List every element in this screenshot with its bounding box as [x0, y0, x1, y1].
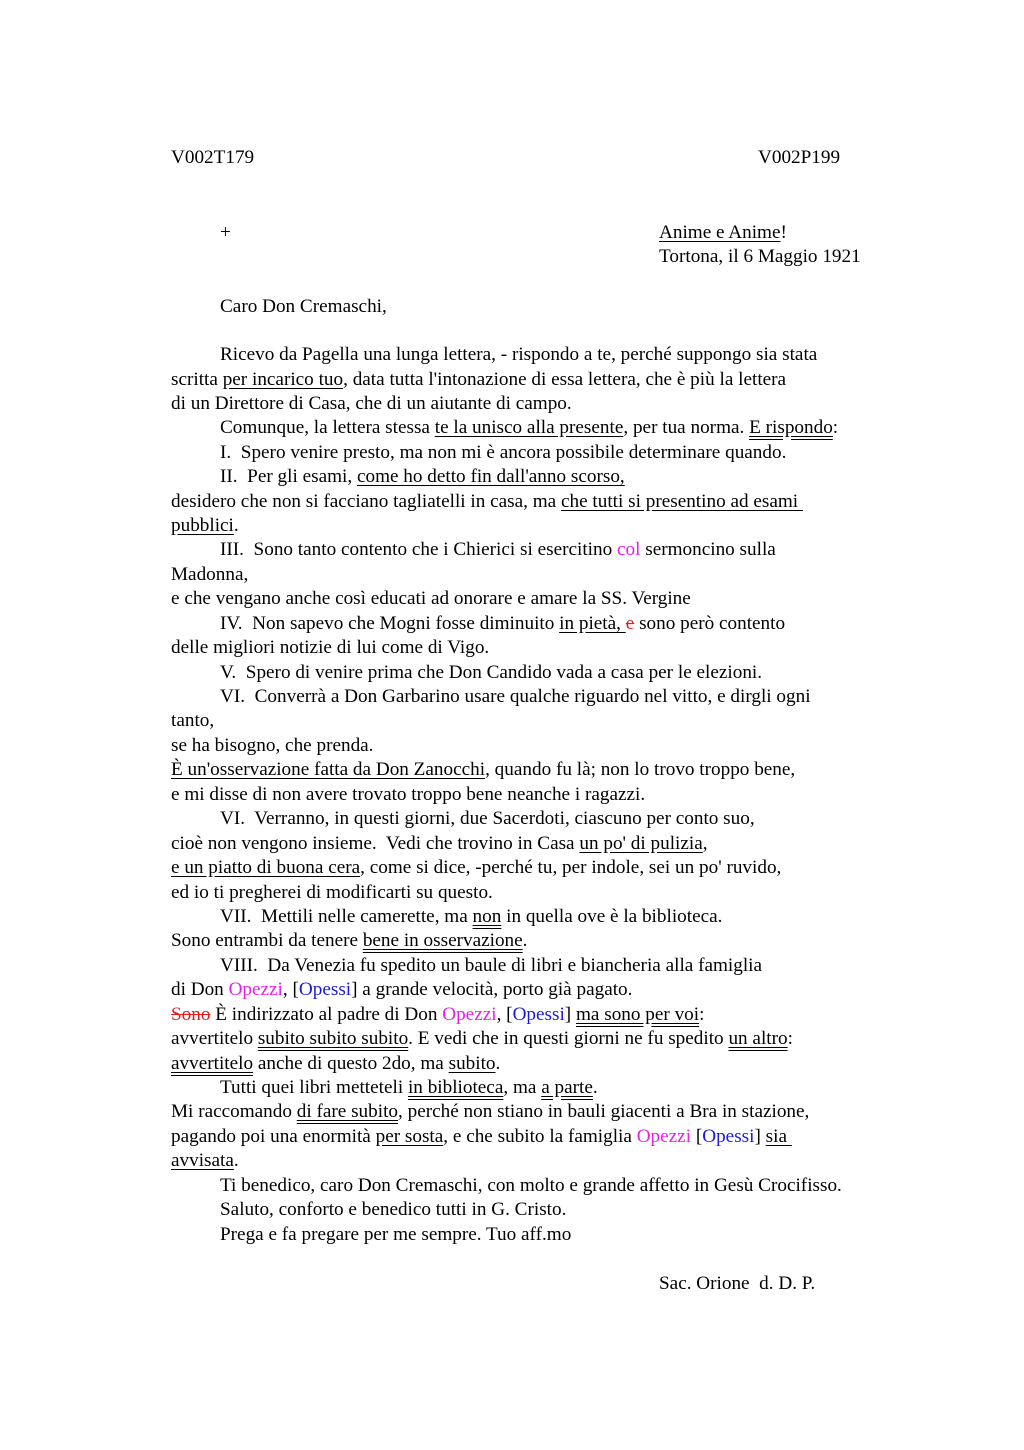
- body-line: pagando poi una enormità per sosta, e che subito la famiglia Opezzi [Opessi] sia: [171, 1126, 792, 1147]
- salutation: Caro Don Cremaschi,: [220, 296, 387, 317]
- body-line: avvertitelo subito subito subito. E vedi che in questi giorni ne fu spedito un altro:: [171, 1028, 793, 1049]
- body-line: Madonna,: [171, 564, 249, 585]
- body-line: IV. Non sapevo che Mogni fosse diminuito in pietà, e sono però contento: [220, 613, 786, 634]
- body-line: Tutti quei libri metteteli in biblioteca, ma a parte.: [220, 1077, 598, 1098]
- body-line: pubblici.: [171, 515, 239, 536]
- body-line: e mi disse di non avere trovato troppo bene neanche i ragazzi.: [171, 784, 646, 805]
- body-line: desidero che non si facciano tagliatelli in casa, ma che tutti si presentino ad esami: [171, 491, 803, 512]
- body-line: avvisata.: [171, 1150, 239, 1171]
- body-line: Mi raccomando di fare subito, perché non stiano in bauli giacenti a Bra in stazione,: [171, 1101, 810, 1122]
- body-line: VII. Mettili nelle camerette, ma non in quella ove è la biblioteca.: [220, 906, 723, 927]
- body-line: È un'osservazione fatta da Don Zanocchi, quando fu là; non lo trovo troppo bene,: [171, 759, 796, 780]
- motto: [659, 221, 787, 245]
- body-line: ed io ti pregherei di modificarti su questo.: [171, 882, 493, 903]
- signature: Sac. Orione d. D. P.: [659, 1273, 816, 1294]
- body-line: di un Direttore di Casa, che di un aiutante di campo.: [171, 393, 572, 414]
- body-line: di Don Opezzi, [Opessi] a grande velocità, porto già pagato.: [171, 979, 633, 1000]
- body-line: scritta per incarico tuo, data tutta l'intonazione di essa lettera, che è più la lettera: [171, 369, 787, 390]
- cross-mark: +: [220, 222, 231, 243]
- body-line: Ricevo da Pagella una lunga lettera, - rispondo a te, perché suppongo sia stata: [220, 344, 818, 365]
- body-line: Ti benedico, caro Don Cremaschi, con molto e grande affetto in Gesù Crocifisso.: [220, 1175, 842, 1196]
- body-line: VIII. Da Venezia fu spedito un baule di libri e biancheria alla famiglia: [220, 955, 763, 976]
- body-line: delle migliori notizie di lui come di Vigo.: [171, 637, 490, 658]
- body-line: e un piatto di buona cera, come si dice, -perché tu, per indole, sei un po' ruvido,: [171, 857, 782, 878]
- motto-underlined: Anime e Anime: [659, 222, 781, 243]
- motto-end: !: [780, 222, 787, 243]
- body-line: Sono entrambi da tenere bene in osservazione.: [171, 930, 528, 951]
- body-line: Comunque, la lettera stessa te la unisco alla presente, per tua norma. E rispondo:: [220, 417, 839, 438]
- body-line: I. Spero venire presto, ma non mi è ancora possibile determinare quando.: [220, 442, 787, 463]
- body-line: avvertitelo anche di questo 2do, ma subito.: [171, 1053, 501, 1074]
- header-left-code: V002T179: [171, 147, 255, 168]
- body-line: Prega e fa pregare per me sempre. Tuo aff.mo: [220, 1224, 572, 1245]
- header-right-code: V002P199: [758, 147, 841, 168]
- body-line: VI. Converrà a Don Garbarino usare qualche riguardo nel vitto, e dirgli ogni: [220, 686, 811, 707]
- body-line: e che vengano anche così educati ad onorare e amare la SS. Vergine: [171, 588, 691, 609]
- body-line: II. Per gli esami, come ho detto fin dall'anno scorso,: [220, 466, 625, 487]
- body-line: VI. Verranno, in questi giorni, due Sacerdoti, ciascuno per conto suo,: [220, 808, 755, 829]
- body-line: cioè non vengono insieme. Vedi che trovino in Casa un po' di pulizia,: [171, 833, 708, 854]
- place-date: Tortona, il 6 Maggio 1921: [659, 246, 861, 267]
- body-line: III. Sono tanto contento che i Chierici si esercitino col sermoncino sulla: [220, 539, 776, 560]
- body-line: Saluto, conforto e benedico tutti in G. Cristo.: [220, 1199, 567, 1220]
- body-line: Sono È indirizzato al padre di Don Opezzi, [Opessi] ma sono per voi:: [171, 1004, 705, 1025]
- body-line: tanto,: [171, 710, 215, 731]
- body-line: V. Spero di venire prima che Don Candido vada a casa per le elezioni.: [220, 662, 763, 683]
- body-line: se ha bisogno, che prenda.: [171, 735, 374, 756]
